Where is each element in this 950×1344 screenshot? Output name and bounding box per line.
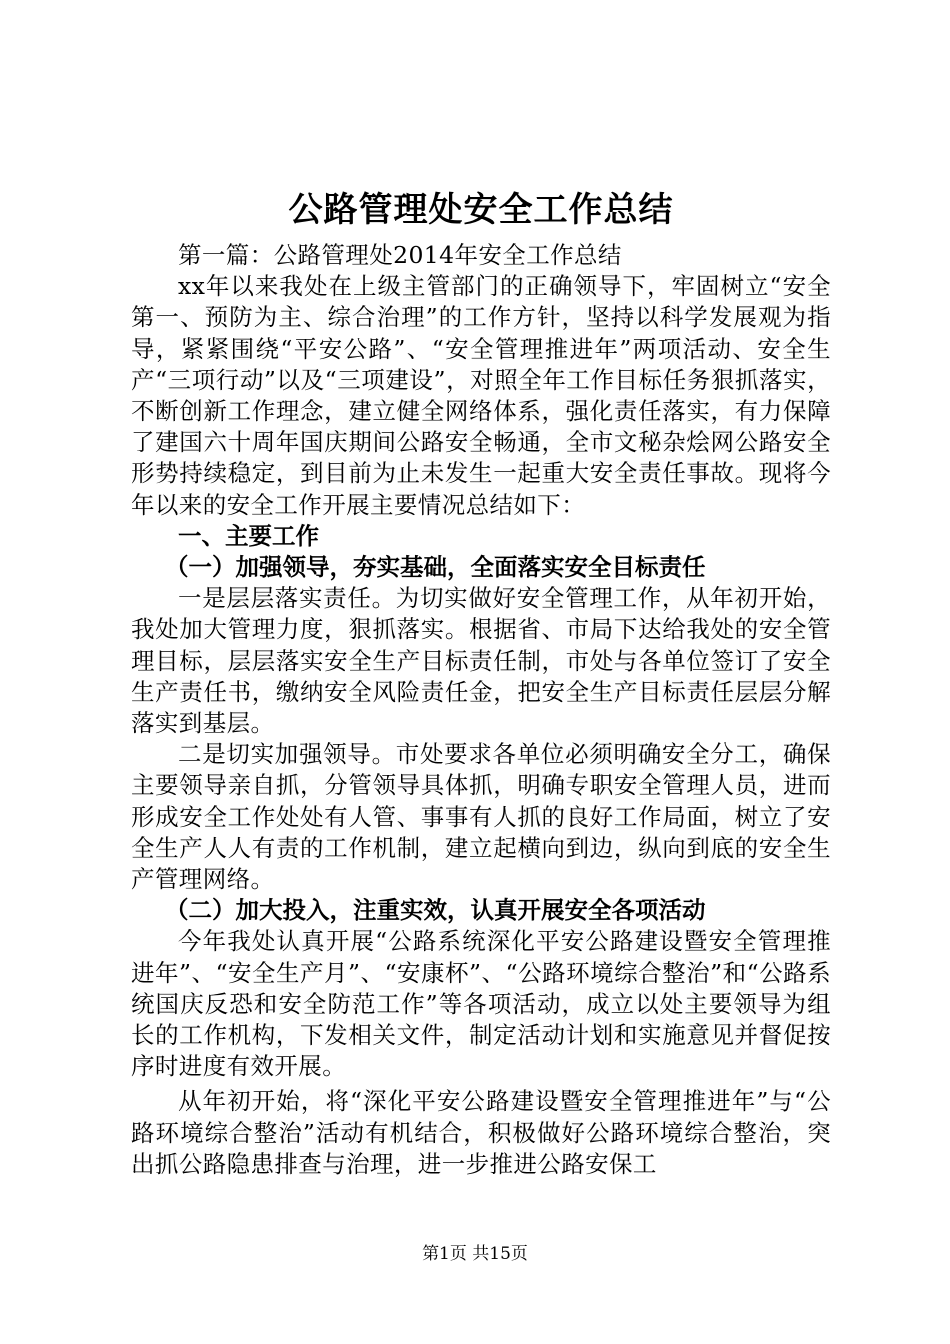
document-page bbox=[131, 182, 831, 1180]
subtitle-line: 第一篇：公路管理处2014年安全工作总结 bbox=[178, 241, 622, 269]
paragraph-leadership: 二是切实加强领导。市处要求各单位必须明确安全分工，确保主要领导亲自抓，分管领导具体抓，明确专职安全管理人员，进而形成安全工作处处有人管、事事有人抓的良好工作局面，树立了安全生产人人有责的工作机制，建立起横向到边，纵向到底的安全生产管理网络。 bbox=[131, 740, 831, 894]
paragraph-responsibility: 一是层层落实责任。为切实做好安全管理工作，从年初开始，我处加大管理力度，狠抓落实。根据省、市局下达给我处的安全管理目标，层层落实安全生产目标责任制，市处与各单位签订了安全生产责任书，缴纳安全风险责任金，把安全生产目标责任层层分解落实到基层。 bbox=[131, 584, 831, 738]
page-footer: 第1页 共15页 bbox=[422, 1244, 528, 1264]
intro-paragraph: xx年以来我处在上级主管部门的正确领导下，牢固树立“安全第一、预防为主、综合治理”的工作方针，坚持以科学发展观为指导，紧紧围绕“平安公路”、“安全管理推进年”两项活动、安全生产“三项行动”以及“三项建设”，对照全年工作目标任务狠抓落实，不断创新工作理念，建立健全网络体系，强化责任落实，有力保障了建国六十周年国庆期间公路安全畅通，全市文秘杂烩网公路安全形势持续稳定，到目前为止未发生一起重大安全责任事故。现将今年以来的安全工作开展主要情况总结如下： bbox=[131, 272, 831, 519]
paragraph-integration: 从年初开始，将“深化平安公路建设暨安全管理推进年”与“公路环境综合整治”活动有机结合，积极做好公路环境综合整治，突出抓公路隐患排查与治理，进一步推进公路安保工 bbox=[131, 1087, 831, 1178]
section-heading-main-work: 一、主要工作 bbox=[178, 521, 319, 550]
subsection-heading-1: （一）加强领导，夯实基础，全面落实安全目标责任 bbox=[165, 553, 706, 582]
document-title: 公路管理处安全工作总结 bbox=[288, 190, 674, 230]
paragraph-activities: 今年我处认真开展“公路系统深化平安公路建设暨安全管理推进年”、“安全生产月”、“安康杯”、“公路环境综合整治”和“公路系统国庆反恐和安全防范工作”等各项活动，成立以处主要领导为组长的工作机构，下发相关文件，制定活动计划和实施意见并督促按序时进度有效开展。 bbox=[131, 927, 831, 1081]
subsection-heading-2: （二）加大投入，注重实效，认真开展安全各项活动 bbox=[165, 896, 706, 925]
